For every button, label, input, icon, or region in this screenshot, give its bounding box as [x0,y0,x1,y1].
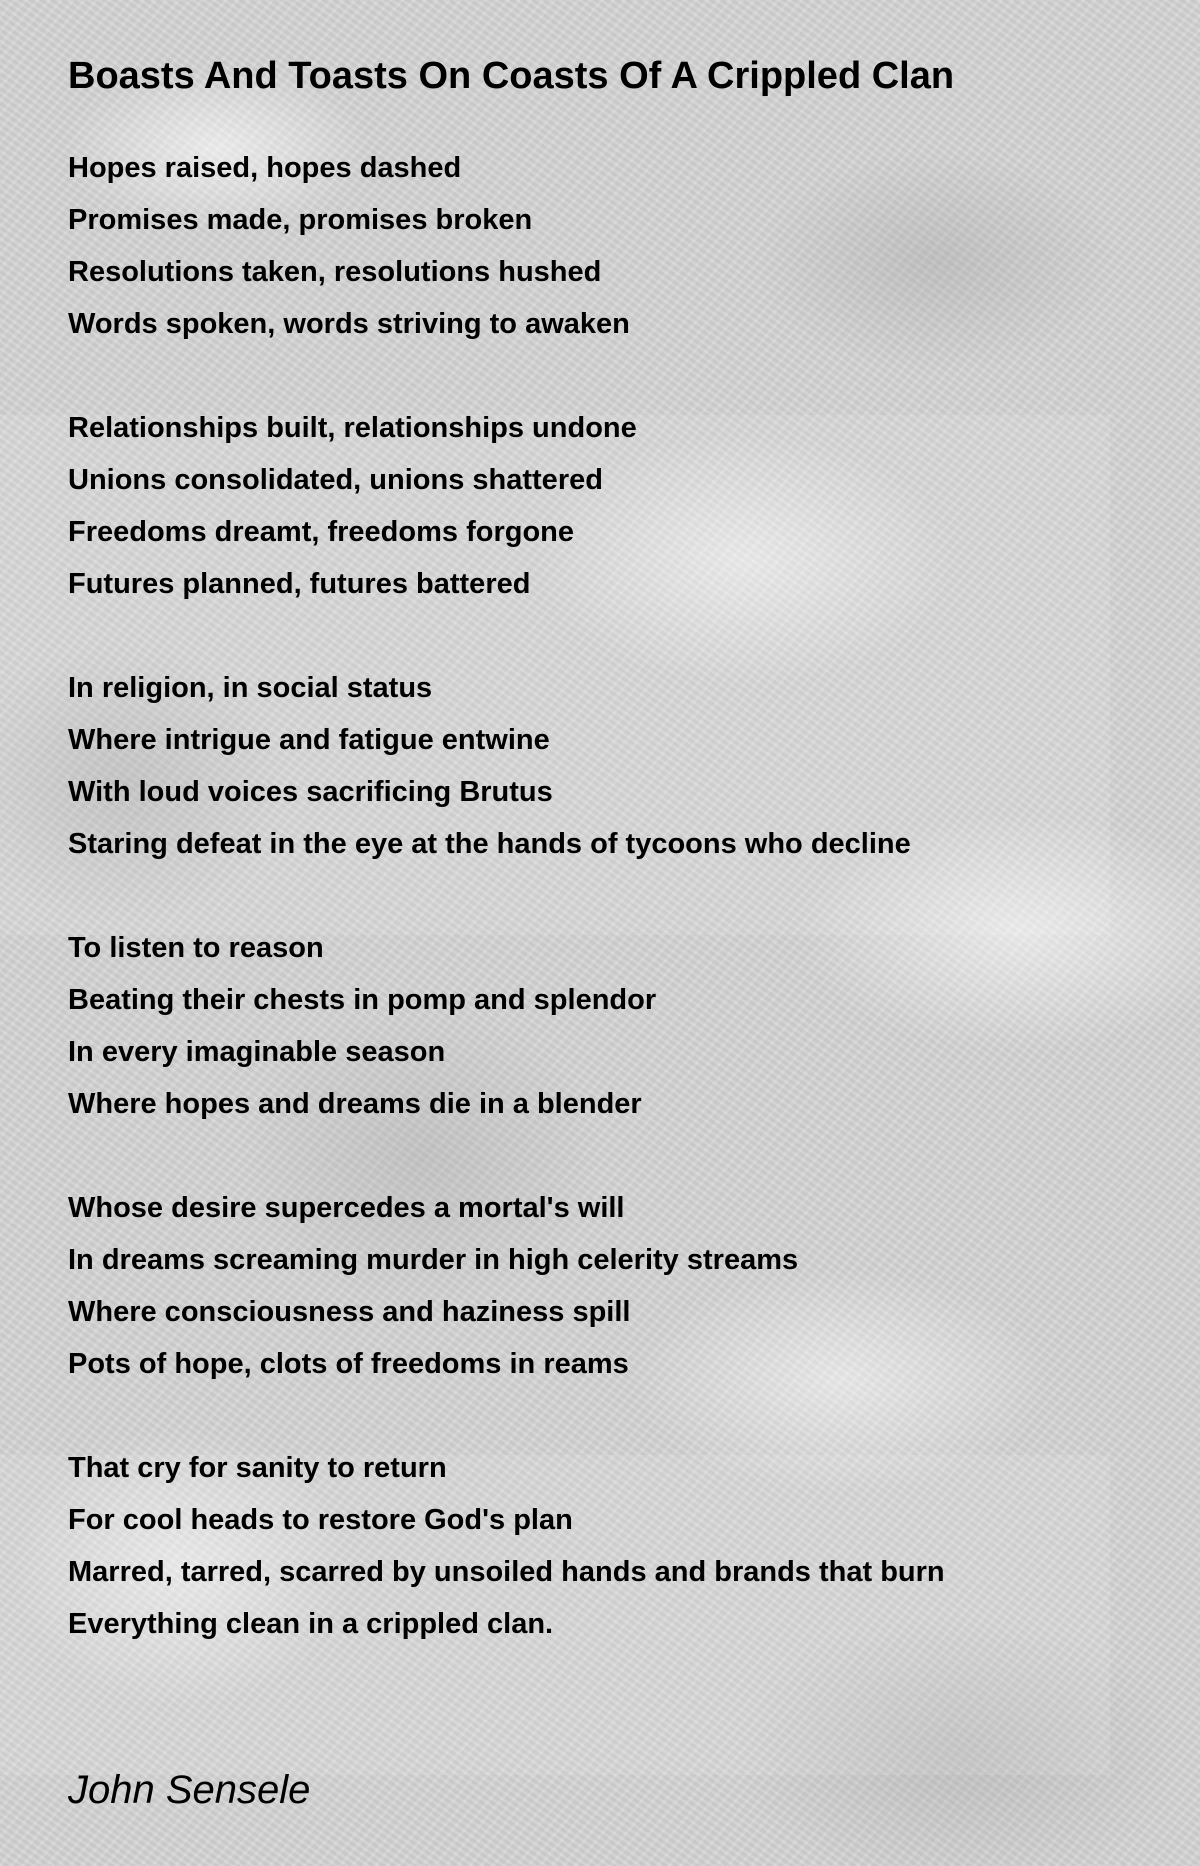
stanza-1 [68,142,1128,350]
poem-title: Boasts And Toasts On Coasts Of A Crippled Clan [68,55,955,97]
poem-container [68,50,1128,1650]
poem-line: Whose desire supercedes a mortal's will [68,1192,625,1224]
poem-line: Hopes raised, hopes dashed [68,152,462,184]
poem-line: Promises made, promises broken [68,204,533,236]
stanza-3 [68,662,1128,870]
stanza-2 [68,402,1128,610]
poem-line: Where consciousness and haziness spill [68,1296,631,1328]
poem-line: In religion, in social status [68,672,433,704]
stanza-5 [68,1182,1128,1390]
poem-line: Words spoken, words striving to awaken [68,308,630,340]
poem-line: Futures planned, futures battered [68,568,531,600]
poem-line: Freedoms dreamt, freedoms forgone [68,516,574,548]
poem-line: Marred, tarred, scarred by unsoiled hands and brands that burn [68,1556,945,1588]
poem-line: In dreams screaming murder in high celerity streams [68,1244,799,1276]
poem-line: To listen to reason [68,932,324,964]
poem-line: Relationships built, relationships undone [68,412,637,444]
poem-line: Staring defeat in the eye at the hands of tycoons who decline [68,828,911,860]
poem-line: Where intrigue and fatigue entwine [68,724,550,756]
poem-line: Everything clean in a crippled clan. [68,1608,554,1640]
poem-line: Unions consolidated, unions shattered [68,464,603,496]
poem-line: That cry for sanity to return [68,1452,447,1484]
poem-author: John Sensele [68,1768,311,1812]
poem-line: Beating their chests in pomp and splendor [68,984,657,1016]
poem-line: In every imaginable season [68,1036,446,1068]
poem-line: Pots of hope, clots of freedoms in reams [68,1348,629,1380]
stanza-6 [68,1442,1128,1650]
poem-line: Resolutions taken, resolutions hushed [68,256,602,288]
poem-line: With loud voices sacrificing Brutus [68,776,553,808]
stanza-4 [68,922,1128,1130]
poem-line: Where hopes and dreams die in a blender [68,1088,642,1120]
poem-line: For cool heads to restore God's plan [68,1504,573,1536]
poem-body [68,142,1128,1650]
